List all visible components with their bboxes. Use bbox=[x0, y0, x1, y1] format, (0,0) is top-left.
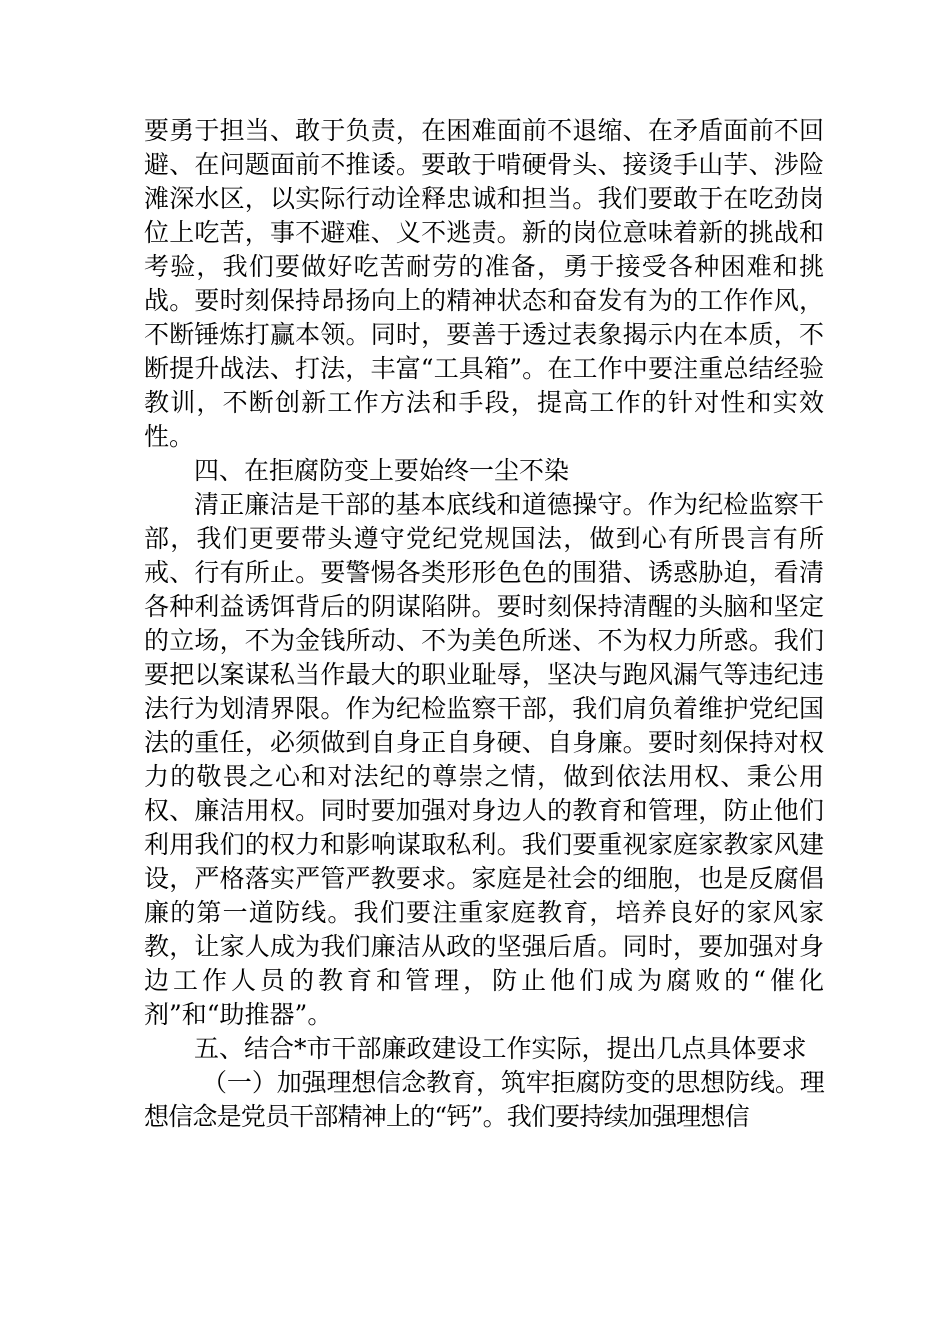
section-heading: 五、结合*市干部廉政建设工作实际，提出几点具体要求 bbox=[194, 1034, 807, 1063]
document-body bbox=[144, 114, 824, 1134]
body-paragraph: 要勇于担当、敢于负责，在困难面前不退缩、在矛盾面前不回避、在问题面前不推诿。要敢于啃硬骨头、接烫手山芋、涉险滩深水区，以实际行动诠释忠诚和担当。我们要敢于在吃劲岗位上吃苦，事不避难、义不逃责。新的岗位意味着新的挑战和考验，我们要做好吃苦耐劳的准备，勇于接受各种困难和挑战。要时刻保持昂扬向上的精神状态和奋发有为的工作作风，不断锤炼打赢本领。同时，要善于透过表象揭示内在本质，不断提升战法、打法，丰富“工具箱”。在工作中要注重总结经验教训，不断创新工作方法和手段，提高工作的针对性和实效性。 bbox=[144, 116, 824, 451]
subsection-paragraph: （一）加强理想信念教育，筑牢拒腐防变的思想防线。理想信念是党员干部精神上的“钙”。我们要持续加强理想信 bbox=[144, 1068, 824, 1131]
section-heading: 四、在拒腐防变上要始终一尘不染 bbox=[194, 456, 570, 485]
body-paragraph: 清正廉洁是干部的基本底线和道德操守。作为纪检监察干部，我们更要带头遵守党纪党规国法，做到心有所畏言有所戒、行有所止。要警惕各类形形色色的围猎、诱惑胁迫，看清各种利益诱饵背后的阴谋陷阱。要时刻保持清醒的头脑和坚定的立场，不为金钱所动、不为美色所迷、不为权力所惑。我们要把以案谋私当作最大的职业耻辱，坚决与跑风漏气等违纪违法行为划清界限。作为纪检监察干部，我们肩负着维护党纪国法的重任，必须做到自身正自身硬、自身廉。要时刻保持对权力的敬畏之心和对法纪的尊崇之情，做到依法用权、秉公用权、廉洁用权。同时要加强对身边人的教育和管理，防止他们利用我们的权力和影响谋取私利。我们要重视家庭家教家风建设，严格落实严管严教要求。家庭是社会的细胞，也是反腐倡廉的第一道防线。我们要注重家庭教育，培养良好的家风家教，让家人成为我们廉洁从政的坚强后盾。同时，要加强对身边工作人员的教育和管理，防止他们成为腐败的“催化剂”和“助推器”。 bbox=[144, 490, 824, 1029]
